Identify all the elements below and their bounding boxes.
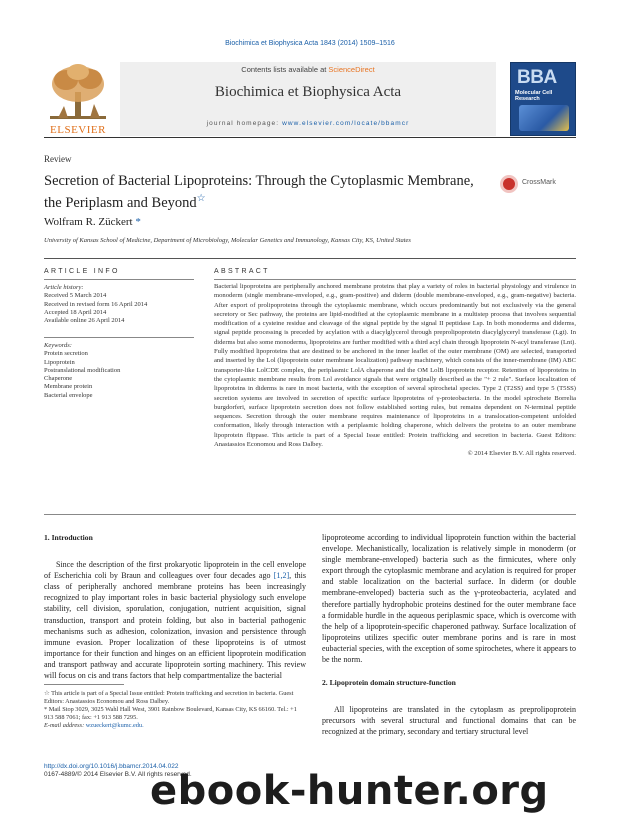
title-footnote-mark[interactable]: ☆	[196, 193, 206, 204]
keyword-item: Membrane protein	[44, 383, 93, 391]
author-name: Wolfram R. Zückert	[44, 216, 136, 228]
footnote-author-address: * Mail Stop 3029, 3025 Wahl Hall West, 3901 Rainbow Boulevard, Kansas City, KS 66160. Tel.: +1 913 588 7061; fax: +1 913 588 7295.	[44, 706, 297, 722]
intro-heading: 1. Introduction	[44, 533, 93, 542]
reference-link[interactable]: [1,2]	[273, 571, 290, 581]
journal-citation[interactable]: Biochimica et Biophysica Acta 1843 (2014) 1509–1516	[225, 40, 395, 47]
abstract-divider	[214, 279, 576, 280]
footnote-special-issue: ☆ This article is part of a Special Issue entitled: Protein trafficking and secretion in bacteria. Guest Editors: Anastassios Economou and Ross Dalbey.	[44, 690, 294, 706]
intro-text-1: Since the description of the first prokaryotic lipoprotein in the cell envelope of Escherichia coli by Braun and colleagues over four decades ago	[44, 560, 306, 581]
homepage-link[interactable]: www.elsevier.com/locate/bbamcr	[282, 120, 410, 127]
masthead-center	[120, 62, 496, 136]
elsevier-tree-icon	[44, 62, 112, 124]
history-item: Accepted 18 April 2014	[44, 308, 107, 316]
keywords	[44, 342, 194, 400]
header-divider	[44, 258, 576, 259]
cover-graphic	[519, 105, 569, 131]
keyword-item: Lipoprotein	[44, 358, 75, 366]
abstract-heading: ABSTRACT	[214, 268, 270, 275]
keywords-label: Keywords:	[44, 342, 72, 349]
contents-line	[120, 65, 496, 74]
footnotes	[44, 690, 306, 730]
history-item: Received in revised form 16 April 2014	[44, 300, 148, 308]
intro-text-2: , this class of peripherally anchored membrane proteins has been increasingly recognized to play important roles in basic bacterial physiology such envelope stability, cell division, sporulation, conjugation, nutrient acquisition, signal transduction, transport and protein folding, but also in bacterial pathogenic mechanisms such as adhesion, colonization, invasion and persistence through immune evasion. Proper localization of these lipoproteins is of utmost importance for their function and hinges on an efficient lipoprotein modification and transport pathway and accurate lipoprotein sorting machinery. This review will focus on cis and trans factors that help compartmentalize the bacterial	[44, 571, 307, 681]
keywords-divider	[44, 337, 194, 338]
journal-cover	[510, 62, 576, 136]
doi-link[interactable]: http://dx.doi.org/10.1016/j.bbamcr.2014.04.022	[44, 763, 179, 770]
cover-title: BBA	[517, 67, 557, 88]
right-paragraph: lipoproteome according to individual lipoprotein function within the bacterial envelope. Mechanistically, localization is relatively simple in monoderm (or single membrane-enveloped) bacteria such as the firmicutes, where only export through the cytoplasmic membrane and acylation is required for proper and stable localization on the bacterial surface. In diderm (or double membrane-enveloped) bacteria such as the γ-proteobacteria, acylated and therefore partially hydrophobic proteins destined for the outer membrane face a formidable hurdle in the aqueous periplasmic space, which is overcome with the help of a lipoprotein-specific chaperoned pathway. Surface localization of lipoproteins utilizes specific outer membrane porins and is rare in most eubacterial species, with the exception of some spirochetes, where it appears to be the norm.	[322, 533, 576, 665]
watermark: ebook-hunter.org	[150, 768, 549, 814]
author-footnote-mark[interactable]: *	[135, 216, 141, 228]
keyword-item: Bacterial envelope	[44, 391, 93, 399]
homepage-prefix: journal homepage:	[206, 120, 283, 127]
author-line	[44, 216, 141, 228]
footnote-divider	[44, 684, 124, 685]
history-item: Received 5 March 2014	[44, 292, 107, 300]
footnote-email	[44, 722, 306, 730]
crossmark-label: CrossMark	[522, 179, 556, 186]
article-title	[44, 172, 484, 212]
section-2	[322, 677, 576, 737]
abstract-text: Bacterial lipoproteins are peripherally anchored membrane proteins that play a variety of roles in bacterial physiology and virulence in monoderm (single membrane-enveloped, e.g., gram-positive) and diderm (double membrane-enveloped, e.g., gram-negative) bacteria. After export of prolipoproteins through the cytoplasmic membrane, which occurs predominantly but not exclusively via the general secretory or Sec pathway, the proteins are lipid-modified at the cytoplasmic membrane in a multistep process that involves sequential modification of a cysteine residue and cleavage of the signal peptide by the signal II peptidase Lsp. In both monoderms and diderms, signal peptide processing is preceded by acylation with a diacylglycerol through preprolipoprotein diacylglyceryl transferase (Lgt). In diderms but also some monoderms, lipoproteins are further modified with a third acyl chain through lipoprotein N-acyl transferase (Lnt). Fully modified lipoproteins that are destined to be anchored in the inner leaflet of the outer membrane (OM) are selected, transported and inserted by the Lol (lipoprotein outer membrane localization) pathway machinery, which consists of the inner-membrane (IM) ABC transporter-like LolCDE complex, the periplasmic LolA chaperone and the OM LolB lipoprotein receptor. Retention of lipoproteins in the cytoplasmic membrane results from Lol avoidance signals that were originally described as the "+ 2 rule". Surface localization of lipoproteins in diderms is rare in most bacteria, with the exception of several spirochetal species. Type 2 (T2SS) and type 5 (T5SS) secretion systems are involved in secretion of specific surface lipoproteins of γ-proteobacteria. In the model spirochete Borrelia burgdorferi, surface lipoprotein secretion does not follow established sorting rules, but remains dependent on N-terminal peptide sequences. Secretion through the outer membrane requires maintenance of lipoproteins in a translocation-competent unfolded conformation, likely through interaction with a periplasmic holding chaperone, which delivers the proteins to an outer membrane lipoprotein flippase. This article is part of a Special Issue entitled: Protein trafficking and secretion in bacteria. Guest Editors: Anastassios Economou and Ross Dalbey.	[214, 283, 576, 449]
article-title-text: Secretion of Bacterial Lipoproteins: Through the Cytoplasmic Membrane, the Periplasm and Beyond	[44, 173, 474, 211]
email-label: E-mail address:	[44, 722, 86, 730]
article-info-heading: ARTICLE INFO	[44, 268, 120, 275]
contents-prefix: Contents lists available at	[241, 65, 329, 74]
journal-name: Biochimica et Biophysica Acta	[214, 84, 402, 100]
email-link[interactable]: wzueckert@kumc.edu.	[85, 722, 144, 730]
abstract-end-divider	[44, 514, 576, 515]
journal-masthead	[44, 62, 576, 138]
abstract-body	[214, 282, 576, 459]
body-column-left	[44, 532, 306, 681]
section-2-heading: 2. Lipoprotein domain structure-function	[322, 678, 456, 688]
history-label: Article history:	[44, 284, 84, 291]
abstract-copyright: © 2014 Elsevier B.V. All rights reserved.	[467, 450, 576, 458]
keyword-item: Postranslational modification	[44, 366, 121, 374]
crossmark-badge[interactable]	[500, 175, 576, 193]
elsevier-logo	[44, 62, 112, 136]
crossmark-icon	[500, 175, 518, 193]
sciencedirect-link[interactable]: ScienceDirect	[328, 65, 375, 74]
body-column-right	[322, 532, 576, 738]
history-item: Available online 26 April 2014	[44, 317, 125, 325]
keyword-item: Chaperone	[44, 375, 73, 383]
cover-subtitle: Molecular Cell Research	[515, 90, 553, 102]
author-affiliation: University of Kansas School of Medicine, Department of Microbiology, Molecular Genetics and Immunology, Kansas City, KS, United States	[44, 237, 411, 244]
article-history	[44, 284, 194, 325]
issn-line: 0167-4889/© 2014 Elsevier B.V. All rights reserved.	[44, 771, 192, 779]
keyword-item: Protein secretion	[44, 350, 88, 358]
section-2-paragraph: All lipoproteins are translated in the cytoplasm as preprolipoprotein precursors with several structural and functional domains that can be recognized at the primary, secondary and tertiary structural level	[322, 705, 576, 737]
intro-paragraph	[44, 559, 306, 681]
article-type: Review	[44, 154, 72, 164]
elsevier-wordmark: ELSEVIER	[50, 124, 106, 136]
info-divider	[44, 279, 194, 280]
journal-homepage	[120, 120, 496, 127]
